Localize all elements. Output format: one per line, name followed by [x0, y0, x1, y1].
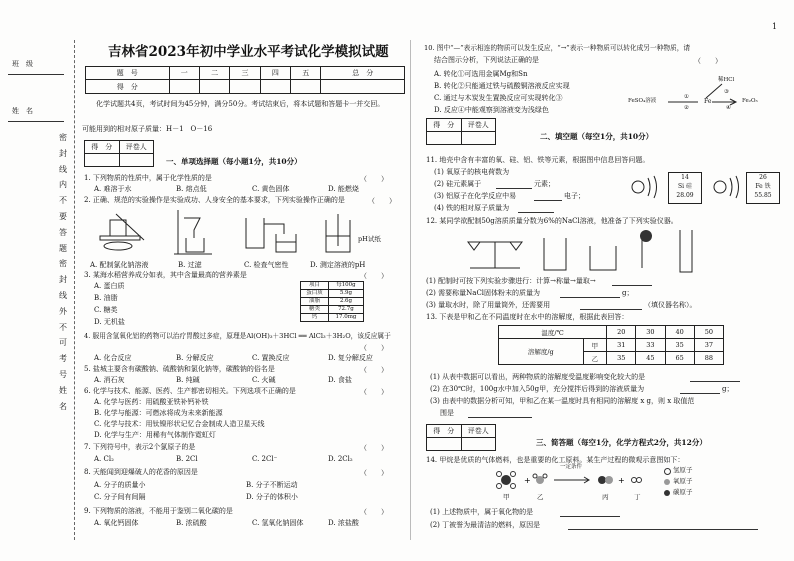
scorer-score-cell[interactable]: [85, 154, 120, 167]
q14-blank-1[interactable]: [560, 516, 620, 517]
q11-item-3-tail: 电子；: [564, 192, 585, 200]
q1-option-a: A. 难溶于水: [94, 185, 132, 193]
nutrition-row: [301, 290, 364, 298]
nutrition-row: [301, 306, 364, 314]
q2-stem: 2. 正确、规范的实验操作是实验成功、人身安全的基本要求，下列实验操作正确的是: [84, 196, 345, 204]
nutrition-row: [301, 282, 364, 290]
section-3-title: 三、简答题（每空1分，化学方程式2分，共12分）: [536, 438, 707, 447]
fe-number: 26: [759, 174, 767, 181]
q11-item-4: (4) 铁的相对原子质量为: [434, 204, 510, 212]
nutrition-cell: 72.7g: [328, 306, 363, 314]
q8-option-b: B. 分子不断运动: [246, 481, 298, 489]
section-1-title: 一、单项选择题（每小题1分，共10分）: [166, 157, 302, 166]
q1-option-c: C. 黄色固体: [252, 185, 290, 193]
q4-option-d: D. 复分解反应: [328, 354, 373, 362]
q1-stem: 1. 下列物质的性质中，属于化学性质的是: [84, 174, 212, 182]
q8-stem: 8. 天能闻到迎爆破人的花香的原因是: [84, 468, 198, 476]
q11-blank-3[interactable]: [534, 200, 562, 201]
fe-symbol: Fe: [755, 183, 763, 190]
si-cn-name: 硅: [685, 183, 692, 190]
atom-structure-icon: [620, 170, 664, 204]
q5-option-c: C. 火碱: [252, 376, 276, 384]
q12-item-2-unit: g；: [622, 289, 634, 297]
seal-char: 封: [59, 275, 67, 285]
element-card-fe: [746, 172, 780, 204]
q14-label-ding: 丁: [634, 493, 641, 501]
substance-name: 甲: [583, 339, 607, 352]
seal-char: 外: [59, 306, 67, 316]
seal-char: 考: [59, 354, 67, 364]
scorer-score-label: 得 分: [85, 141, 120, 154]
q14-label-jia: 甲: [503, 493, 510, 501]
q12-item-2: (2) 需要称量NaCl固体粉末的质量为: [426, 289, 541, 297]
q7-stem: 7. 下列符号中，表示2个氯原子的是: [84, 443, 196, 451]
q10-stem-line-1: 10. 图中“—”表示相连的物质可以发生反应，“→”表示一种物质可以转化成另一种物质，请: [424, 44, 691, 52]
q8-option-c: C. 分子间有间隔: [94, 493, 146, 501]
svg-text:+: +: [524, 476, 531, 485]
scorer-reviewer-label: 评卷人: [461, 425, 496, 438]
q1-option-d: D. 能燃烧: [328, 185, 359, 193]
q12-blank-1[interactable]: [612, 285, 652, 286]
si-name: [669, 182, 701, 191]
si-symbol: Si: [678, 183, 685, 190]
q12-stem: 12. 某同学欲配制50g溶质质量分数为6%的NaCl溶液，他准备了下列实验仪器。: [426, 217, 678, 225]
intro-line-2: 可能用到的相对原子质量：H－1 O－16: [82, 125, 213, 133]
page-number: 1: [772, 22, 778, 31]
q4-stem: 4. 服用含氢氧化铝的药物可以治疗胃酸过多症，原理是Al(OH)₃＋3HCl ══ AlCl₃＋3H₂O，该反应属于: [84, 332, 391, 340]
class-underline: [8, 74, 64, 75]
q9-option-c: C. 氢氧化钠固体: [252, 519, 304, 527]
q2-answer-paren[interactable]: （ ）: [368, 197, 396, 205]
q11-blank-2[interactable]: [496, 188, 532, 189]
temperature-cell: 40: [665, 326, 694, 339]
q12-instruments-icon: [460, 228, 700, 274]
fe-cn-name: 铁: [764, 183, 771, 190]
fe-mass: 55.85: [754, 192, 772, 199]
solubility-value: 33: [636, 339, 665, 352]
q8-answer-paren[interactable]: （ ）: [360, 469, 388, 477]
score-table: [85, 66, 405, 94]
q6-option-b: B. 化学与能源：可燃冰将成为未来新能源: [94, 409, 223, 417]
seal-char: 密: [59, 133, 67, 142]
q2-apparatus-b-icon: [172, 208, 222, 256]
page-title: 吉林省2023年初中学业水平考试化学模拟试题: [108, 44, 389, 60]
score-entry-cell[interactable]: [230, 80, 260, 94]
q7-option-b: B. 2Cl: [176, 455, 198, 463]
nutrition-cell: 蛋白质: [301, 290, 329, 298]
name-underline: [8, 121, 64, 122]
q2-apparatus-a-icon: [96, 210, 156, 256]
q2-option-d: D. 测定溶液的pH: [310, 261, 366, 269]
q14-label-bing: 丙: [602, 493, 609, 501]
svg-text:+: +: [618, 476, 625, 485]
q11-blank-4[interactable]: [518, 212, 554, 213]
q3-option-b: B. 油脂: [94, 294, 118, 302]
scorer-score-cell[interactable]: [427, 438, 462, 451]
q4-option-b: B. 分解反应: [176, 354, 214, 362]
score-entry-cell[interactable]: [291, 80, 321, 94]
q5-stem: 5. 盐城主要含有碳酸钠、硫酸钠和氯化钠等，碳酸钠的俗名是: [84, 365, 275, 373]
solubility-row: [499, 339, 724, 352]
nutrition-row: [301, 298, 364, 306]
score-entry-cell[interactable]: [199, 80, 229, 94]
q11-item-2: (2) 硅元素属于: [434, 180, 482, 188]
seal-char: 线: [59, 164, 67, 174]
q12-blank-2[interactable]: [560, 297, 620, 298]
seal-text: [57, 130, 69, 414]
q3-stem: 3. 某海水稻营养成分如表，其中含量最高的营养素是: [84, 271, 247, 279]
seal-char: 封: [59, 148, 67, 158]
q4-option-a: A. 化合反应: [94, 354, 132, 362]
q10-option-c: C. 通过与木炭发生置换反应可实现转化③: [434, 94, 563, 102]
q2-option-b: B. 过滤: [178, 261, 202, 269]
oxygen-legend-icon: [664, 479, 670, 485]
q12-blank-3[interactable]: [580, 309, 642, 310]
q10-option-a: A. 转化①可选用金属Mg和Sn: [434, 70, 528, 78]
class-label: 班 级: [12, 60, 33, 68]
score-header-cell: 三: [230, 67, 260, 80]
seal-char: 内: [59, 180, 67, 190]
scorer-reviewer-label: 评卷人: [119, 141, 154, 154]
q13-item-1: (1) 从表中数据可以看出，两种物质的溶解度受温度影响变化较大的是: [430, 373, 646, 381]
temperature-cell: 50: [694, 326, 723, 339]
q8-option-d: D. 分子的体积小: [246, 493, 298, 501]
scorer-box-2: [426, 118, 496, 145]
q11-item-2-tail: 元素；: [534, 180, 555, 188]
solubility-value: 45: [636, 352, 665, 365]
q10-diagram-n4: ④: [726, 105, 731, 111]
q7-answer-paren[interactable]: （ ）: [360, 444, 388, 452]
score-header-cell: 四: [260, 67, 290, 80]
q10-diagram-fe2o3: Fe₂O₃: [742, 98, 758, 104]
q10-diagram-hcl: 稀HCl: [718, 77, 735, 83]
q2-ph-paper-label: pH试纸: [358, 235, 381, 243]
solubility-table: [498, 325, 724, 365]
q14-condition: 一定条件: [560, 464, 583, 470]
q9-option-a: A. 氧化钙固体: [94, 519, 139, 527]
q10-stem-line-2: 结合图示分析，下列说法正确的是: [434, 56, 539, 64]
solubility-value: 35: [665, 339, 694, 352]
seal-char: 姓: [59, 385, 67, 395]
seal-line: [74, 40, 75, 540]
q14-label-yi: 乙: [537, 493, 544, 501]
q10-answer-paren[interactable]: （ ）: [694, 57, 722, 65]
q7-option-c: C. 2Cl⁻: [252, 455, 278, 463]
q10-option-d: D. 反应④中能观察到溶液变为浅绿色: [434, 106, 549, 114]
score-header-cell: 总 分: [321, 67, 405, 80]
scorer-reviewer-label: 评卷人: [461, 119, 496, 132]
q11-item-3: (3) 铝原子在化学反应中易: [434, 192, 517, 200]
q10-diagram-n1: ①: [684, 94, 689, 100]
legend-carbon: 碳原子: [673, 488, 693, 496]
q1-answer-paren[interactable]: （ ）: [360, 175, 388, 183]
q3-option-c: C. 糖类: [94, 306, 118, 314]
score-entry-cell[interactable]: [169, 80, 199, 94]
q2-apparatus-c-icon: [236, 208, 306, 256]
q14-item-1: (1) 上述物质中，属于氧化物的是: [430, 508, 534, 516]
q9-option-d: D. 浓盐酸: [328, 519, 359, 527]
q1-option-b: B. 熔点低: [176, 185, 207, 193]
si-number: 14: [681, 174, 689, 181]
solubility-label: 溶解度/g: [499, 339, 584, 365]
seal-char: 名: [59, 401, 67, 411]
intro-line-1: 化学试题共4页，考试时间为45分钟，满分50分。考试结束后，将本试题和答题卡一并交回。: [96, 100, 385, 108]
q11-item-1: (1) 氧原子的核电荷数为: [434, 168, 510, 176]
score-header-cell: 五: [291, 67, 321, 80]
score-row-label: 得 分: [86, 80, 170, 94]
q13-blank-2[interactable]: [680, 393, 720, 394]
seal-char: 不: [59, 322, 67, 332]
nutrition-cell: 5.9g: [328, 290, 363, 298]
q13-stem: 13. 下表是甲和乙在不同温度时在水中的溶解度，根据此表回答：: [426, 313, 629, 321]
q14-stem: 14. 甲烷是优质的气体燃料，也是重要的化工原料。某生产过程的微观示意图如下：: [426, 456, 685, 464]
q7-option-a: A. Cl₂: [94, 455, 114, 463]
scorer-reviewer-cell[interactable]: [461, 132, 496, 145]
q6-option-d: D. 化学与生产：用稀有气体制作霓虹灯: [94, 431, 216, 439]
solubility-value: 31: [607, 339, 636, 352]
seal-char: 答: [59, 227, 67, 237]
nutrition-cell: 钙: [301, 314, 329, 322]
scorer-box-1: [84, 140, 154, 167]
fe-name: [747, 182, 779, 191]
seal-char: 号: [59, 369, 67, 379]
q13-item-2-unit: g；: [722, 385, 734, 393]
q8-option-a: A. 分子的质量小: [94, 481, 146, 489]
seal-char: 密: [59, 259, 67, 269]
q6-stem: 6. 化学与技术、能源、医药、生产都密切相关。下列选项不正确的是: [84, 387, 296, 395]
score-header-cell: 二: [199, 67, 229, 80]
nutrition-cell: 每100g: [328, 282, 363, 290]
score-header-cell: 一: [169, 67, 199, 80]
nutrition-cell: 油脂: [301, 298, 329, 306]
solubility-value: 65: [665, 352, 694, 365]
q9-stem: 9. 下列物质的溶液，不能用于鉴别二氧化碳的是: [84, 507, 233, 515]
q10-diagram-n2: ②: [684, 105, 689, 111]
scorer-score-label: 得 分: [427, 425, 462, 438]
solubility-value: 35: [607, 352, 636, 365]
seal-char: 不: [59, 196, 67, 206]
nutrition-cell: 项目: [301, 282, 329, 290]
scorer-reviewer-cell[interactable]: [119, 154, 154, 167]
score-header-cell: 题 号: [86, 67, 170, 80]
seal-char: 要: [59, 211, 67, 221]
score-entry-cell[interactable]: [260, 80, 290, 94]
q5-option-b: B. 纯碱: [176, 376, 200, 384]
q9-answer-paren[interactable]: （ ）: [360, 508, 388, 516]
q6-option-a: A. 化学与医药：用硫酸亚铁补钙补铁: [94, 398, 209, 406]
score-entry-cell[interactable]: [321, 80, 405, 94]
solubility-value: 88: [694, 352, 723, 365]
q2-option-a: A. 配制氯化钠溶液: [90, 261, 149, 269]
q11-stem: 11. 地壳中含有丰富的氧、硅、铝、铁等元素，根据图中信息回答问题。: [426, 156, 650, 164]
q10-option-b: B. 转化②只能通过铁与硫酸铜溶液反应实现: [434, 82, 570, 90]
q9-option-b: B. 浓硫酸: [176, 519, 207, 527]
nutrition-row: [301, 314, 364, 322]
q5-option-a: A. 消石灰: [94, 376, 125, 384]
q10-diagram-n3: ③: [724, 89, 729, 95]
q3-answer-paren[interactable]: （ ）: [360, 272, 388, 280]
atom-structure-icon: [704, 170, 744, 204]
seal-char: 可: [59, 338, 67, 348]
scorer-reviewer-cell[interactable]: [461, 438, 496, 451]
q14-item-2: (2) 丁被誉为最清洁的燃料，原因是: [430, 521, 541, 529]
q3-option-a: A. 蛋白质: [94, 282, 125, 290]
q12-item-1: (1) 配制时可按下列实验步骤进行：计算→称量→量取→: [426, 277, 596, 285]
q13-blank-1[interactable]: [690, 381, 740, 382]
name-label: 姓 名: [12, 107, 33, 115]
q5-answer-paren[interactable]: （ ）: [360, 366, 388, 374]
q7-option-d: D. 2Cl₂: [328, 455, 353, 463]
temperature-cell: 20: [607, 326, 636, 339]
scorer-box-3: [426, 424, 496, 451]
temperature-label: 温度/℃: [499, 326, 607, 339]
q10-diagram-feso4: FeSO₄溶液: [628, 98, 657, 104]
nutrition-cell: 17.0mg: [328, 314, 363, 322]
q13-item-3-cont: 围是: [440, 409, 454, 417]
solubility-header-row: [499, 326, 724, 339]
q5-option-d: D. 食盐: [328, 376, 352, 384]
nutrition-table: [300, 281, 364, 322]
q6-answer-paren[interactable]: （ ）: [360, 388, 388, 396]
q12-item-3: (3) 量取水时，除了用量筒外，还需要用: [426, 301, 551, 309]
element-card-si: [668, 172, 702, 204]
nutrition-cell: 糖类: [301, 306, 329, 314]
temperature-cell: 30: [636, 326, 665, 339]
legend-oxygen: 氧原子: [673, 477, 693, 485]
page-divider: [410, 40, 411, 540]
q14-blank-2[interactable]: [568, 529, 758, 530]
section-2-title: 二、填空题（每空1分，共10分）: [540, 132, 654, 141]
q13-blank-3[interactable]: [468, 417, 532, 418]
q6-option-c: C. 化学与技术：用钛镍形状记忆合金制成人造卫星天线: [94, 420, 265, 428]
nutrition-cell: 2.6g: [328, 298, 363, 306]
scorer-score-label: 得 分: [427, 119, 462, 132]
q3-option-d: D. 无机盐: [94, 318, 125, 326]
q2-apparatus-d-icon: [320, 212, 364, 256]
q4-option-c: C. 置换反应: [252, 354, 290, 362]
substance-name: 乙: [583, 352, 607, 365]
q10-diagram-fe: Fe: [704, 98, 712, 105]
q13-item-2: (2) 在30℃时，100g水中加入50g甲，充分搅拌后得到的溶液质量为: [430, 385, 645, 393]
q4-answer-paren[interactable]: （ ）: [360, 344, 388, 352]
q14-micro-diagram: [488, 466, 678, 496]
q12-item-3-tail: （填仪器名称）。: [644, 301, 697, 309]
scorer-score-cell[interactable]: [427, 132, 462, 145]
legend-hydrogen: 氢原子: [673, 466, 693, 474]
si-mass: 28.09: [676, 192, 694, 199]
q2-option-c: C. 检查气密性: [244, 261, 289, 269]
hydrogen-legend-icon: [664, 468, 671, 475]
seal-char: 题: [59, 243, 67, 253]
seal-char: 线: [59, 290, 67, 300]
solubility-value: 37: [694, 339, 723, 352]
carbon-legend-icon: [664, 490, 670, 496]
q13-item-3: (3) 由表中的数据分析可知，甲和乙在某一温度时具有相同的溶解度 x g，则 x 取值范: [430, 397, 695, 405]
